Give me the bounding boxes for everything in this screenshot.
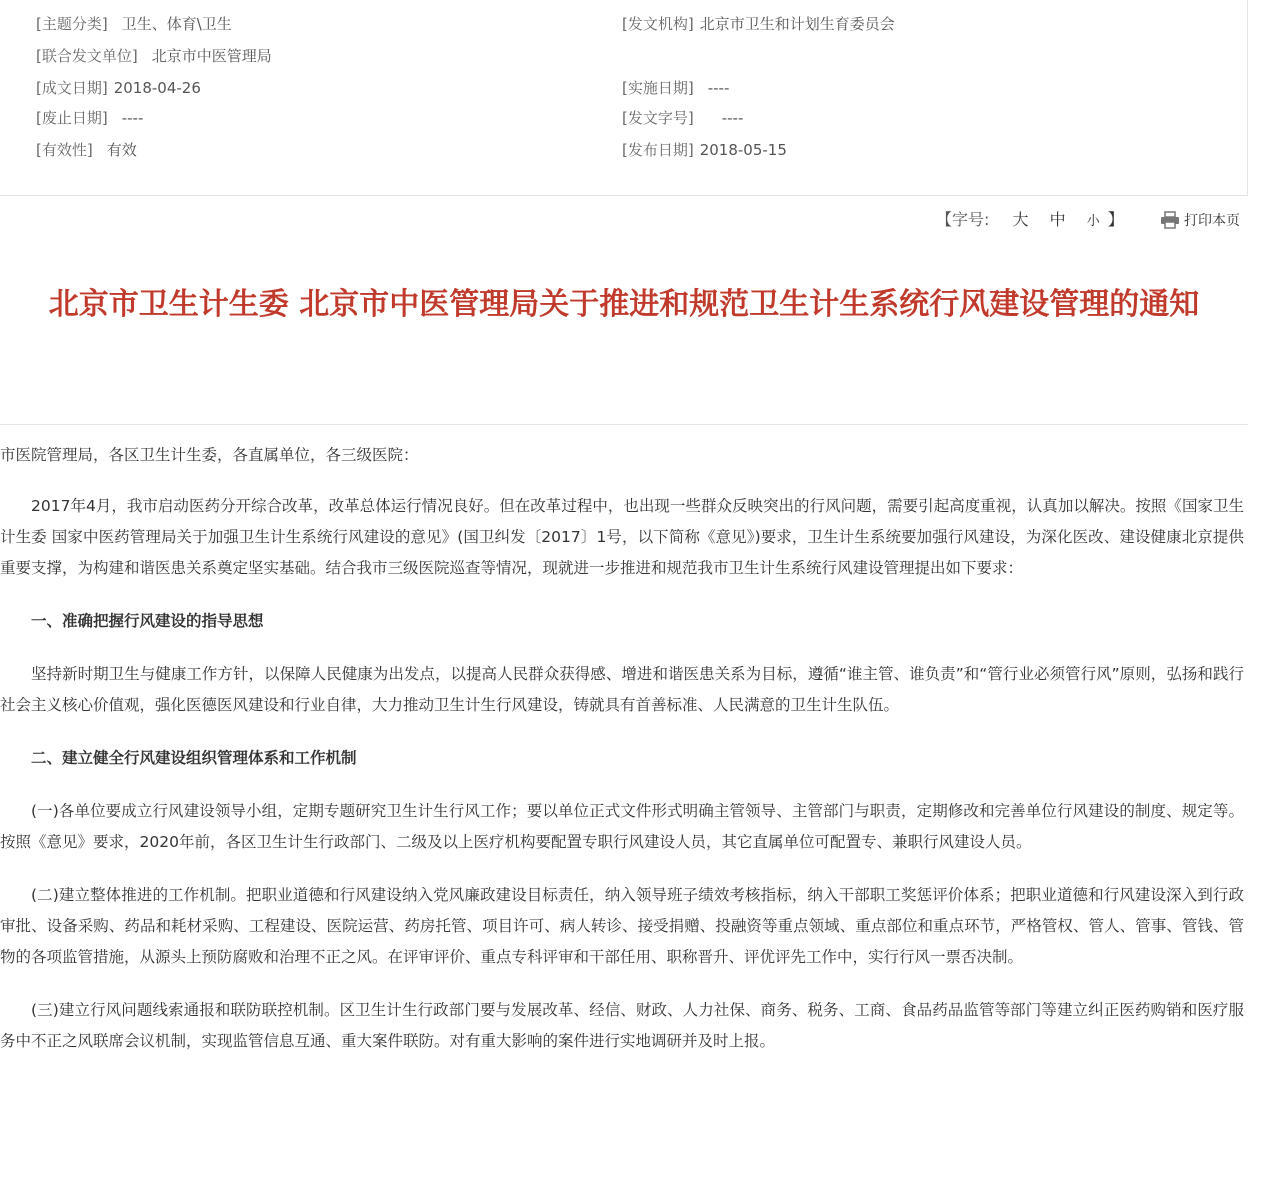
body-paragraph: (一)各单位要成立行风建设领导小组，定期专题研究卫生计生行风工作；要以单位正式文件形式明确主管领导、主管部门与职责，定期修改和完善单位行风建设的制度、规定等。按照《意见》要求，2020年前，各区卫生计生行政部门、二级及以上医疗机构要配置专职行风建设人员，其它直属单位可配置专、兼职行风建设人员。 <box>0 802 1244 851</box>
body-paragraph: 2017年4月，我市启动医药分开综合改革，改革总体运行情况良好。但在改革过程中，也出现一些群众反映突出的行风问题，需要引起高度重视，认真加以解决。按照《国家卫生计生委 国家中医药管理局关于加强卫生计生系统行风建设的意见》(国卫纠发〔2017〕1号，以下简称《意见》)要求，卫生计生系统要加强行风建设，为深化医改、建设健康北京提供重要支撑，为构建和谐医患关系奠定坚实基础。结合我市三级医院巡查等情况，现就进一步推进和规范我市卫生计生系统行风建设管理提出如下要求： <box>0 497 1244 577</box>
document-body <box>0 440 1244 1079</box>
meta-joint-issuer <box>36 46 272 66</box>
title-divider <box>0 424 1248 425</box>
meta-docno-value: ---- <box>721 109 744 127</box>
meta-category <box>36 14 232 34</box>
document-title: 北京市卫生计生委 北京市中医管理局关于推进和规范卫生计生系统行风建设管理的通知 <box>48 287 1200 322</box>
meta-docno-label: [发文字号] <box>622 109 694 127</box>
meta-validity-value: 有效 <box>106 141 137 159</box>
meta-doc-number <box>622 108 743 128</box>
meta-issuer-label: [发文机构] <box>622 15 694 33</box>
meta-joint-value: 北京市中医管理局 <box>151 47 272 65</box>
printer-icon <box>1160 211 1180 229</box>
meta-effective-value: ---- <box>707 79 730 97</box>
meta-category-label: [主题分类] <box>36 15 108 33</box>
meta-joint-label: [联合发文单位] <box>36 47 138 65</box>
meta-issuer-value: 北京市卫生和计划生育委员会 <box>699 15 895 33</box>
meta-abolish-value: ---- <box>121 109 144 127</box>
body-paragraph: (二)建立整体推进的工作机制。把职业道德和行风建设纳入党风廉政建设目标责任，纳入领导班子绩效考核指标，纳入干部职工奖惩评价体系；把职业道德和行风建设深入到行政审批、设备采购、药品和耗材采购、工程建设、医院运营、药房托管、项目许可、病人转诊、接受捐赠、投融资等重点领域、重点部位和重点环节，严格管权、管人、管事、管钱、管物的各项监管措施，从源头上预防腐败和治理不正之风。在评审评价、重点专科评审和干部任用、职称晋升、评优评先工作中，实行行风一票否决制。 <box>0 886 1244 966</box>
meta-written-date <box>36 78 201 98</box>
meta-publish-date <box>622 140 787 160</box>
font-size-label: 【字号: <box>936 210 990 229</box>
print-page-label: 打印本页 <box>1184 213 1240 229</box>
font-medium-button[interactable]: 中 <box>1049 210 1066 229</box>
font-size-bracket-close: 】 <box>1107 210 1124 229</box>
body-paragraph: (三)建立行风问题线索通报和联防联控机制。区卫生计生行政部门要与发展改革、经信、财政、人力社保、商务、税务、工商、食品药品监管等部门等建立纠正医药购销和医疗服务中不正之风联席会议机制，实现监管信息互通、重大案件联防。对有重大影响的案件进行实地调研并及时上报。 <box>0 1001 1244 1050</box>
meta-abolish-date <box>36 108 143 128</box>
salutation: 市医院管理局，各区卫生计生委，各直属单位，各三级医院： <box>0 446 419 464</box>
section-heading: 二、建立健全行风建设组织管理体系和工作机制 <box>31 749 357 767</box>
body-paragraph: 坚持新时期卫生与健康工作方针，以保障人民健康为出发点，以提高人民群众获得感、增进和谐医患关系为目标，遵循“谁主管、谁负责”和“管行业必须管行风”原则，弘扬和践行社会主义核心价值观，强化医德医风建设和行业自律，大力推动卫生计生行风建设，铸就具有首善标准、人民满意的卫生计生队伍。 <box>0 665 1244 714</box>
meta-effective-date <box>622 78 729 98</box>
meta-issuer <box>622 14 895 34</box>
meta-effective-label: [实施日期] <box>622 79 694 97</box>
meta-abolish-label: [废止日期] <box>36 109 108 127</box>
meta-written-label: [成文日期] <box>36 79 108 97</box>
document-metadata-panel <box>0 0 1248 196</box>
meta-publish-label: [发布日期] <box>622 141 694 159</box>
meta-category-value: 卫生、体育\卫生 <box>121 15 232 33</box>
section-heading: 一、准确把握行风建设的指导思想 <box>31 612 264 630</box>
print-page-button[interactable] <box>1160 211 1240 231</box>
font-size-toolbar <box>936 209 1124 233</box>
meta-validity-label: [有效性] <box>36 141 93 159</box>
meta-written-value: 2018-04-26 <box>113 79 201 97</box>
meta-validity <box>36 140 137 160</box>
font-large-button[interactable]: 大 <box>1012 210 1029 229</box>
font-small-button[interactable]: 小 <box>1086 214 1100 229</box>
meta-publish-value: 2018-05-15 <box>699 141 787 159</box>
